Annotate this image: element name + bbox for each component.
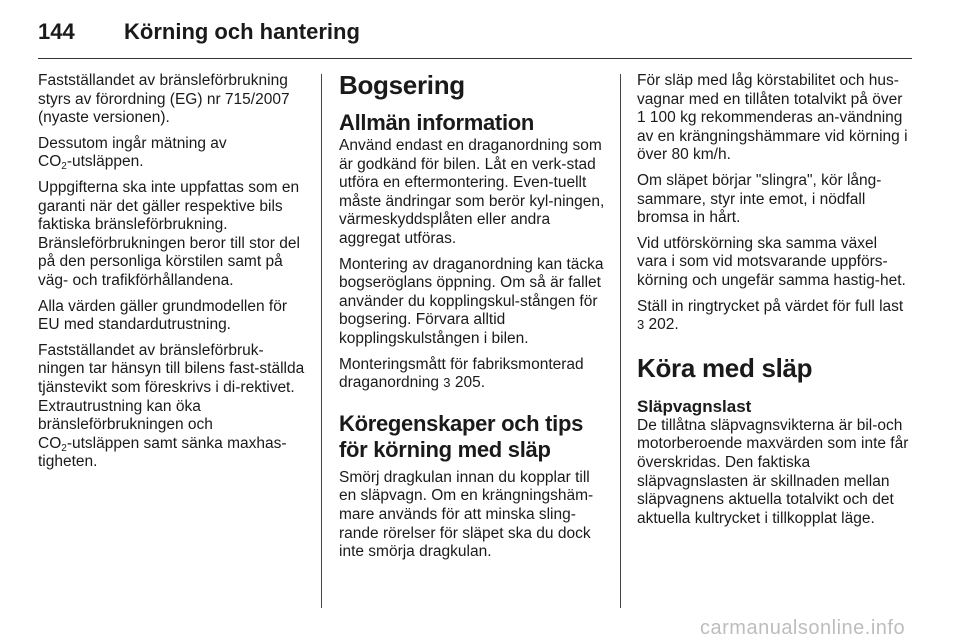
text: Fastställandet av bränsleförbruk-ningen tar hänsyn till bilens fast-ställda tjänstevikt som föreskrivs i di-rektivet. Extrautrustning kan öka bränsleförbrukningen och (38, 341, 305, 434)
paragraph: Använd endast en draganordning som är godkänd för bilen. Låt en verk-stad utföra en eftermontering. Even-tuellt måste ändringar som berör kyl-ningen, värmeskyddsplåten eller andra aggregat utföras. (339, 137, 605, 247)
page-reference-link[interactable]: 202. (648, 316, 679, 334)
paragraph: Om släpet börjar "slingra", kör lång-sammare, styr inte emot, i nödfall bromsa in hårt. (637, 171, 882, 227)
column-divider (620, 74, 621, 608)
co2-label: CO (38, 153, 62, 171)
subscript: 2 (61, 161, 67, 173)
paragraph (637, 298, 909, 335)
chapter-title: Körning och hantering (124, 19, 360, 44)
column-middle (339, 72, 607, 569)
subheading-allman-information: Allmän information (339, 110, 535, 135)
paragraph: De tillåtna släpvagnsvikterna är bil-och motorberoende maxvärden som inte får överskridas. Den faktiska släpvagnslasten är skillnaden mellan släpvagnens aktuella totalvikt och det aktuella kultrycket i tillkopplat läge. (637, 416, 909, 527)
paragraph: Alla värden gäller grundmodellen för EU med standardutrustning. (38, 297, 288, 334)
column-right (637, 72, 909, 535)
page-header (38, 14, 360, 50)
subheading-slapvagnslast: Släpvagnslast (637, 396, 752, 416)
paragraph (38, 342, 306, 472)
column-left (38, 72, 306, 479)
paragraph (339, 356, 607, 393)
section-heading-bogsering: Bogsering (339, 70, 465, 100)
text: Dessutom ingår mätning av (38, 134, 227, 152)
paragraph: Smörj dragkulan innan du kopplar till en släpvagn. Om en krängningshäm-mare används för att minska sling-rande rörelser för släpet ska du dock inte smörja dragkulan. (339, 468, 594, 561)
section-heading-kora-med-slap: Köra med släp (637, 352, 813, 383)
text: Monteringsmått för fabriksmonterad draganordning (339, 355, 584, 392)
paragraph: Fastställandet av bränsleförbrukning styrs av förordning (EG) nr 715/2007 (nyaste versionen). (38, 72, 290, 127)
paragraph: Vid utförskörning ska samma växel vara i som vid motsvarande uppförs-körning och ungefär samma hastig-het. (637, 234, 906, 289)
page-reference-link[interactable]: 205. (454, 374, 486, 392)
header-rule (38, 58, 912, 59)
paragraph: Montering av draganordning kan täcka bogseröglans öppning. Om så är fallet använder du kopplingskul-stången för bogsering. Förvara alltid kopplingskulstången i bilen. (339, 255, 604, 347)
paragraph: Uppgifterna ska inte uppfattas som en garanti när det gäller respektive bils faktiska bränsleförbrukning. Bränsleförbrukningen beror till stor del på den personliga körstilen samt på väg- och trafikförhållandena. (38, 178, 300, 289)
watermark-text: carmanualsonline.info (700, 617, 906, 639)
text: Ställ in ringtrycket på värdet för full last (637, 297, 904, 315)
subheading-koregenskaper: Köregenskaper och tips för körning med släp (339, 410, 584, 462)
text: -utsläppen. (66, 153, 144, 171)
page-number: 144 (38, 19, 75, 44)
paragraph (38, 135, 306, 172)
text: -utsläppen samt sänka maxhas-tigheten. (38, 434, 287, 471)
page-reference-arrow-icon: 3 (443, 375, 451, 391)
subscript: 2 (61, 442, 67, 454)
paragraph: För släp med låg körstabilitet och hus-vagnar med en tillåten totalvikt på över 1 100 kg rekommenderas an-vändning av en krängningshämmare vid körning i över 80 km/h. (637, 72, 908, 164)
page-reference-arrow-icon: 3 (637, 317, 645, 333)
co2-label: CO (38, 434, 62, 452)
column-divider (321, 74, 322, 608)
